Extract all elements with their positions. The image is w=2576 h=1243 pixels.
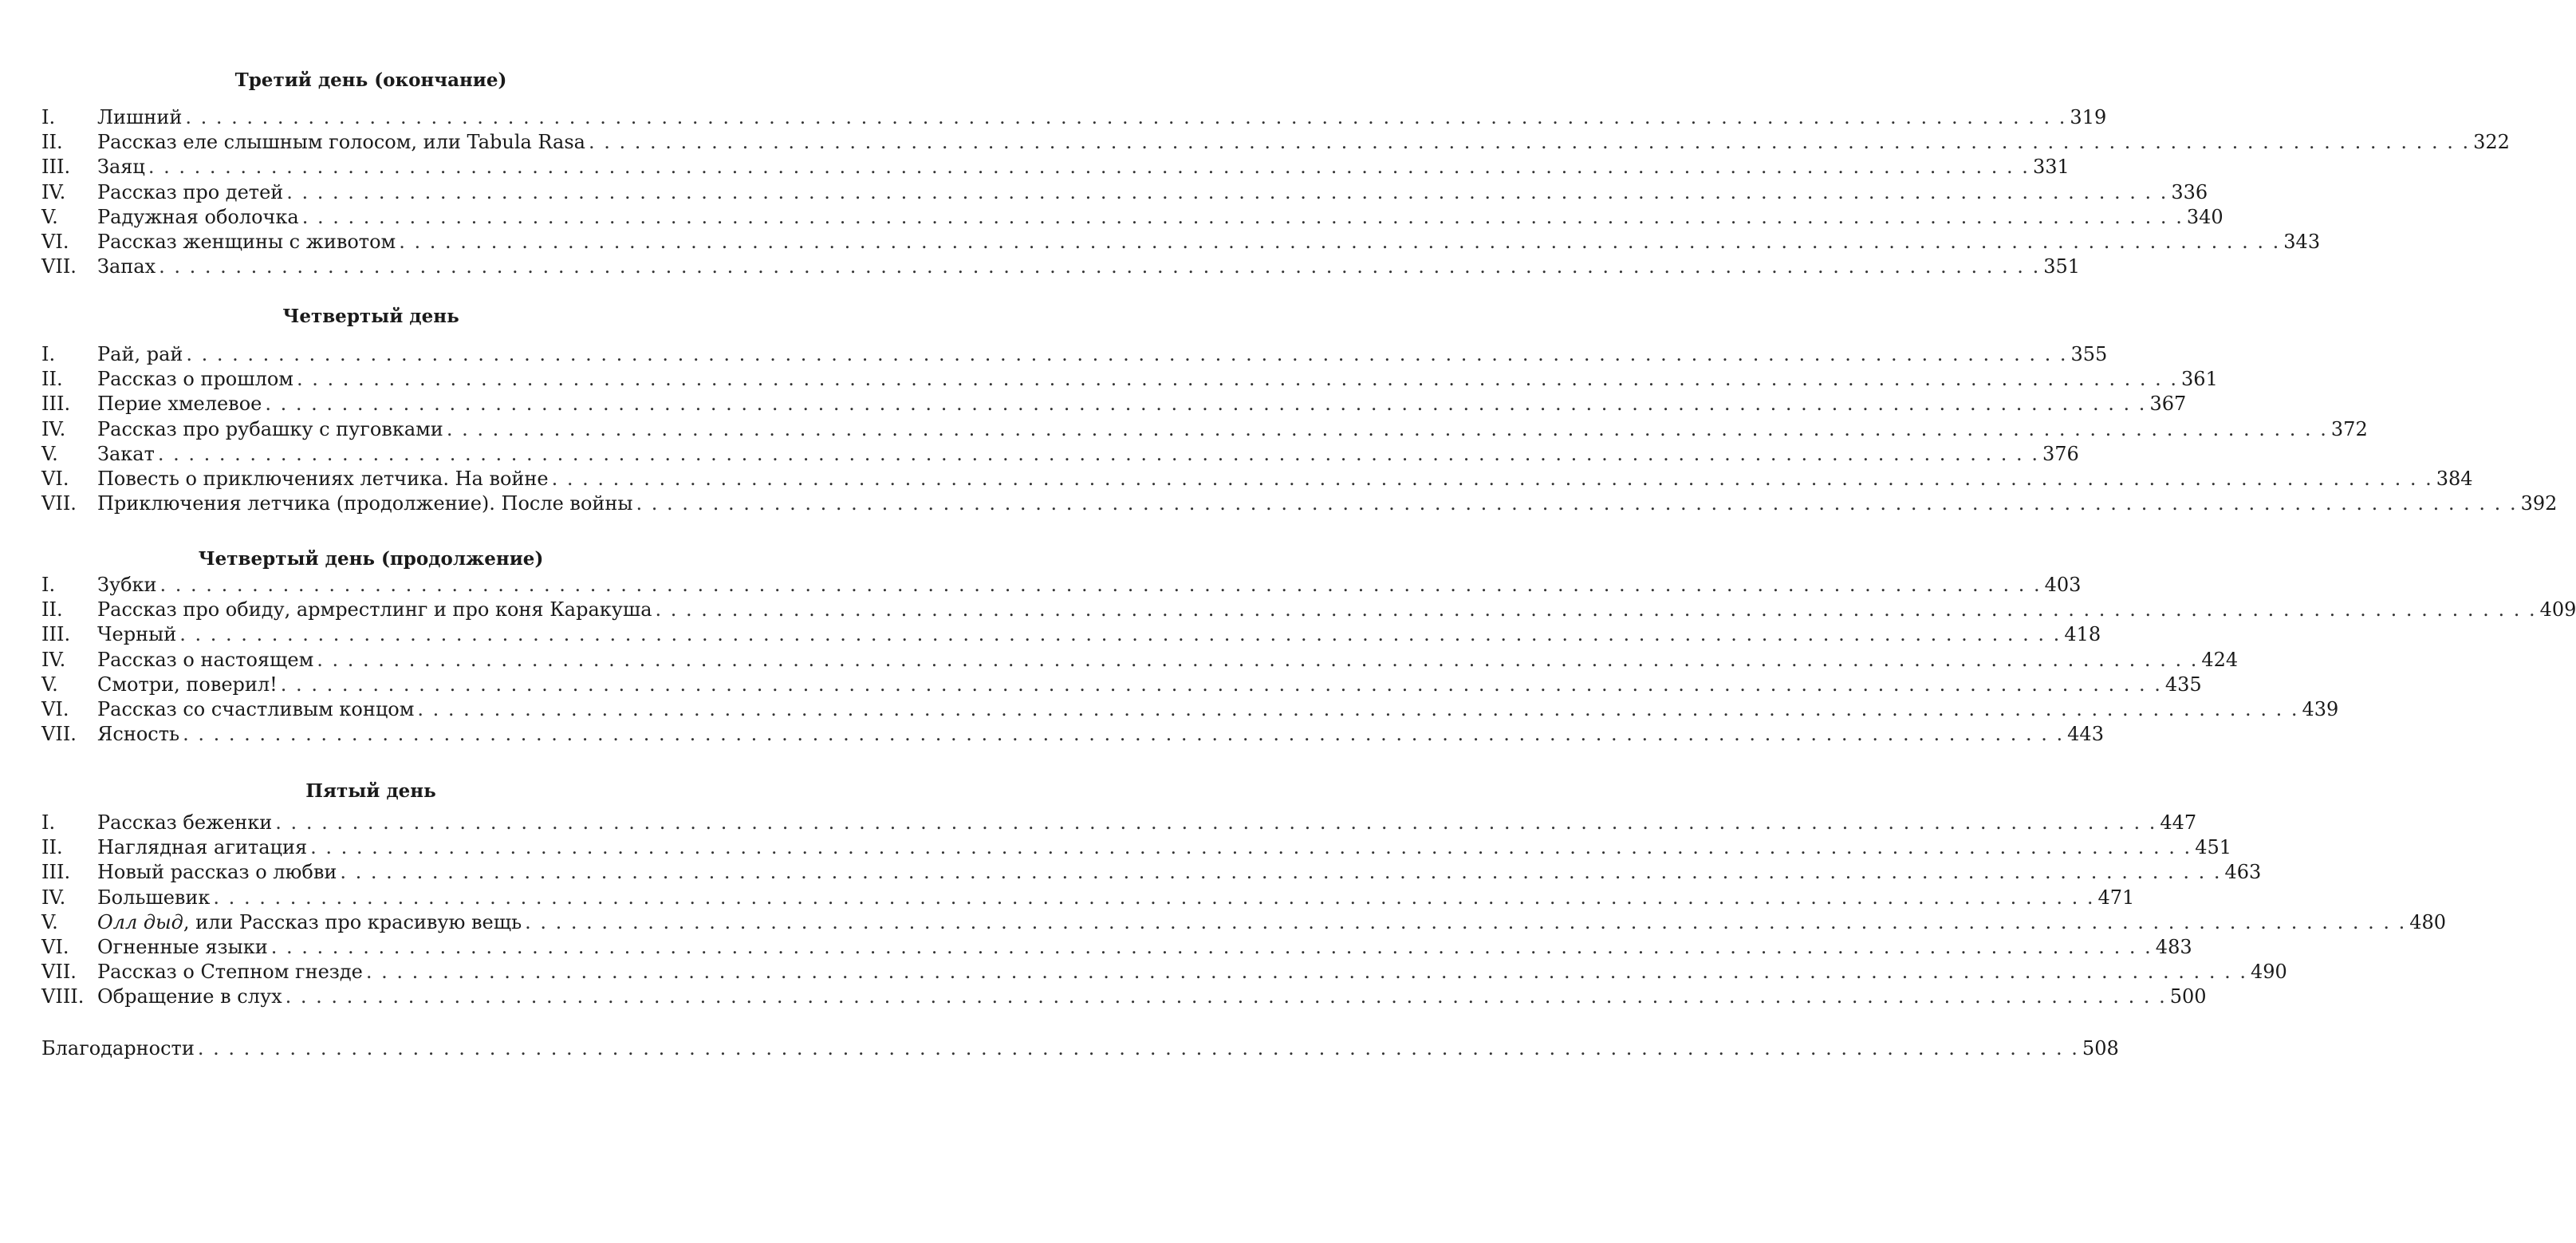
toc-entry[interactable] [41, 622, 2101, 647]
chapter-title: Заяц [97, 156, 145, 179]
page-number: 340 [2186, 205, 2223, 228]
toc-entry[interactable] [41, 342, 2108, 367]
chapter-title: Рассказ еле слышным голосом, или Tabula Rasa [97, 131, 585, 154]
chapter-title: Ясность [97, 723, 180, 746]
dot-leader [340, 860, 2221, 885]
toc-entry[interactable] [41, 598, 2576, 622]
dot-leader [271, 935, 2153, 960]
chapter-numeral: I. [41, 574, 56, 596]
chapter-title: Приключения летчика (продолжение). После войны [97, 492, 633, 515]
page-number: 435 [2164, 673, 2202, 696]
page-number: 392 [2520, 492, 2558, 515]
chapter-numeral: V. [41, 910, 58, 933]
chapter-numeral: VII. [41, 255, 77, 278]
toc-entry[interactable] [41, 205, 2223, 230]
toc-section-fourth-day-cont [41, 573, 2576, 747]
toc-entry[interactable] [41, 697, 2339, 722]
dot-leader [447, 417, 2328, 442]
chapter-title-italic: Олл дыд [97, 910, 183, 933]
dot-leader [589, 130, 2470, 155]
chapter-title: Перие хмелевое [97, 393, 262, 416]
toc-entry[interactable] [41, 648, 2239, 673]
chapter-numeral: I. [41, 811, 56, 834]
chapter-numeral: VII. [41, 961, 77, 984]
chapter-title: Рассказ о прошлом [97, 368, 293, 391]
dot-leader [317, 648, 2198, 673]
dot-leader [310, 835, 2192, 860]
page-number: 500 [2169, 985, 2207, 1008]
toc-entry[interactable] [41, 835, 2231, 860]
chapter-title: Черный [97, 623, 177, 646]
page-number: 409 [2539, 598, 2576, 622]
dot-leader [275, 811, 2157, 835]
chapter-numeral: IV. [41, 180, 66, 203]
page-number: 403 [2044, 574, 2082, 596]
page-number: 424 [2201, 648, 2239, 671]
chapter-numeral: V. [41, 442, 58, 465]
section-title-third-day-end: Третий день (окончание) [234, 69, 507, 91]
page-number: 439 [2302, 697, 2339, 720]
chapter-numeral: VI. [41, 697, 69, 720]
toc-entry[interactable] [41, 935, 2192, 960]
chapter-numeral: I. [41, 106, 56, 128]
chapter-numeral: V. [41, 673, 58, 696]
chapter-title: Радужная оболочка [97, 205, 299, 228]
toc-section-fourth-day [41, 342, 2558, 516]
section-title-fifth-day: Пятый день [305, 780, 436, 802]
dot-leader [198, 1036, 2079, 1061]
page-number: 331 [2032, 156, 2070, 179]
chapter-title: Рассказ про рубашку с пуговками [97, 417, 443, 440]
toc-entry[interactable] [41, 155, 2070, 180]
dot-leader [160, 573, 2042, 598]
dot-leader [183, 722, 2064, 747]
toc-entry-acknowledgments[interactable] [41, 1036, 2119, 1061]
chapter-title [97, 910, 522, 935]
page-number: 418 [2064, 623, 2101, 646]
page-number: 443 [2067, 723, 2104, 746]
chapter-numeral: II. [41, 368, 63, 391]
chapter-title: Огненные языки [97, 935, 268, 958]
chapter-title: Смотри, поверил! [97, 673, 278, 696]
chapter-numeral: III. [41, 156, 71, 179]
toc-entry[interactable] [41, 910, 2447, 935]
chapter-title: Большевик [97, 886, 211, 909]
dot-leader [286, 985, 2167, 1009]
toc-entry[interactable] [41, 491, 2558, 516]
chapter-numeral: IV. [41, 417, 66, 440]
page-number: 490 [2250, 961, 2287, 984]
page-number: 463 [2224, 861, 2262, 884]
chapter-numeral: VII. [41, 723, 77, 746]
dot-leader [185, 105, 2066, 130]
dot-leader [297, 367, 2178, 392]
toc-entry[interactable] [41, 985, 2207, 1009]
acknowledgments-title: Благодарности [41, 1037, 195, 1060]
toc-entry[interactable] [41, 811, 2197, 835]
toc-entry[interactable] [41, 230, 2321, 255]
chapter-title: Повесть о приключениях летчика. На войне [97, 467, 549, 490]
chapter-numeral: II. [41, 836, 63, 859]
chapter-numeral: IV. [41, 886, 66, 909]
page-number: 351 [2043, 255, 2081, 278]
page-number: 447 [2160, 811, 2197, 834]
page-number: 361 [2181, 368, 2218, 391]
chapter-numeral: II. [41, 598, 63, 622]
toc-entry[interactable] [41, 180, 2208, 205]
page-number: 376 [2042, 442, 2079, 465]
chapter-title: Рассказ женщины с животом [97, 230, 396, 253]
dot-leader [552, 467, 2433, 491]
chapter-numeral: VIII. [41, 985, 85, 1008]
dot-leader [636, 491, 2517, 516]
page-number: 483 [2155, 935, 2192, 958]
toc-entry[interactable] [41, 573, 2082, 598]
chapter-numeral: V. [41, 205, 58, 228]
chapter-title: Запах [97, 255, 156, 278]
chapter-title: Закат [97, 442, 155, 465]
chapter-title: Наглядная агитация [97, 836, 308, 859]
chapter-numeral: III. [41, 861, 71, 884]
page-number: 480 [2409, 910, 2447, 933]
dot-leader [281, 673, 2162, 697]
toc-acknowledgments [41, 1036, 2119, 1061]
chapter-title: Рассказ о Степном гнезде [97, 961, 363, 984]
chapter-title: Рассказ про обиду, армрестлинг и про коня Каракуша [97, 598, 652, 622]
chapter-numeral: VI. [41, 467, 69, 490]
chapter-numeral: II. [41, 131, 63, 154]
page-number: 319 [2070, 106, 2107, 128]
chapter-numeral: III. [41, 623, 71, 646]
dot-leader [179, 622, 2061, 647]
chapter-numeral: VII. [41, 492, 77, 515]
dot-leader [186, 342, 2067, 367]
dot-leader [265, 392, 2146, 416]
dot-leader [213, 886, 2094, 910]
page-number: 372 [2330, 417, 2368, 440]
chapter-title: Рассказ про детей [97, 180, 284, 203]
chapter-title: Рассказ со счастливым концом [97, 697, 415, 720]
page-number: 322 [2473, 131, 2510, 154]
chapter-title: Зубки [97, 574, 157, 596]
chapter-numeral: IV. [41, 648, 66, 671]
dot-leader [286, 180, 2168, 205]
chapter-title: Обращение в слух [97, 985, 282, 1008]
dot-leader [656, 598, 2537, 622]
chapter-title: Рассказ беженки [97, 811, 273, 834]
toc-section-third-day-end [41, 105, 2510, 279]
page-number: 471 [2097, 886, 2135, 909]
chapter-title: Новый рассказ о любви [97, 861, 337, 884]
dot-leader [302, 205, 2184, 230]
toc-section-fifth-day [41, 811, 2447, 1010]
toc-entry[interactable] [41, 392, 2187, 416]
dot-leader [417, 697, 2298, 722]
toc-entry[interactable] [41, 673, 2202, 697]
toc-entry[interactable] [41, 417, 2368, 442]
toc-entry[interactable] [41, 886, 2135, 910]
toc-entry[interactable] [41, 442, 2079, 467]
chapter-numeral: VI. [41, 935, 69, 958]
toc-entry[interactable] [41, 105, 2107, 130]
page-number: 355 [2070, 343, 2108, 365]
toc-entry[interactable] [41, 255, 2081, 279]
chapter-numeral: I. [41, 343, 56, 365]
toc-entry[interactable] [41, 960, 2287, 985]
toc-entry[interactable] [41, 722, 2104, 747]
page-number: 451 [2195, 836, 2231, 859]
toc-entry[interactable] [41, 367, 2218, 392]
dot-leader [399, 230, 2280, 255]
page-number: 336 [2171, 180, 2208, 203]
chapter-title: Рай, рай [97, 343, 183, 365]
dot-leader [366, 960, 2247, 985]
toc-entry[interactable] [41, 130, 2510, 155]
chapter-numeral: VI. [41, 230, 69, 253]
page-number: 343 [2283, 230, 2321, 253]
page-number: 508 [2082, 1037, 2119, 1060]
section-title-fourth-day: Четвертый день [282, 306, 459, 327]
toc-entry[interactable] [41, 467, 2473, 491]
dot-leader [158, 442, 2039, 467]
section-title-fourth-day-cont: Четвертый день (продолжение) [198, 548, 544, 570]
dot-leader [159, 255, 2040, 279]
chapter-numeral: III. [41, 393, 71, 416]
page-number: 384 [2436, 467, 2473, 490]
page-number: 367 [2149, 393, 2187, 416]
toc-entry[interactable] [41, 860, 2262, 885]
chapter-title: Рассказ о настоящем [97, 648, 314, 671]
dot-leader [525, 910, 2406, 935]
chapter-title: Лишний [97, 106, 183, 128]
dot-leader [148, 155, 2030, 180]
chapter-title-rest: , или Рассказ про красивую вещь [183, 910, 522, 933]
